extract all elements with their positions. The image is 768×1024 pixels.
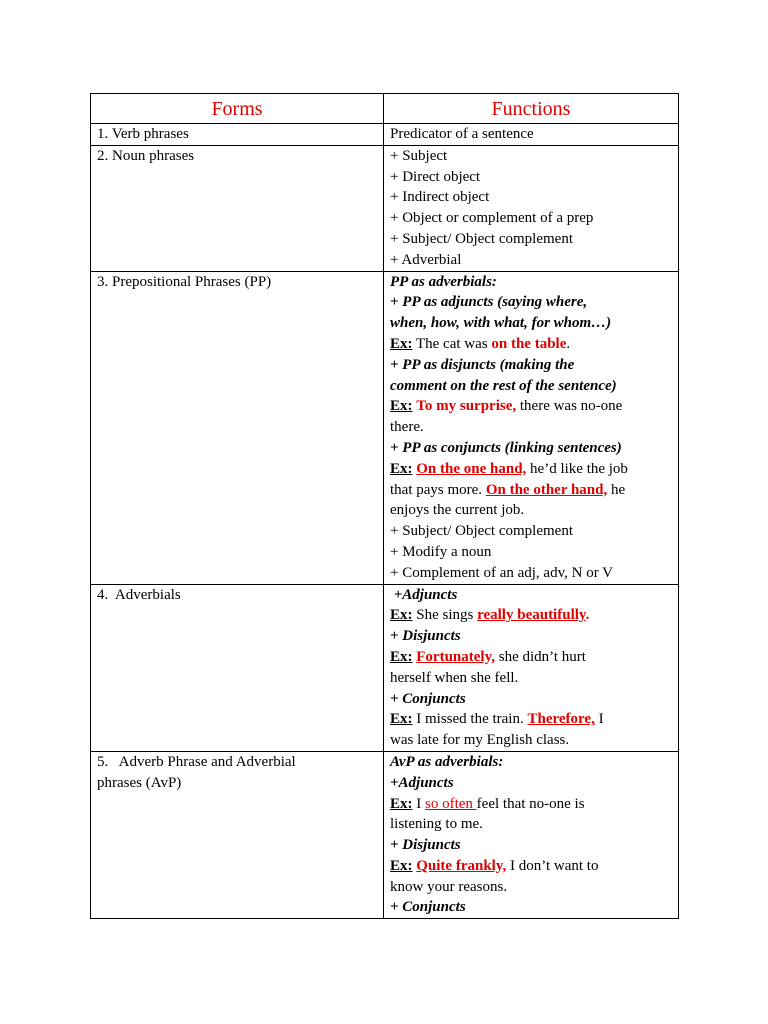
- example-text: .: [566, 335, 571, 352]
- example-text: I don’t want to: [506, 857, 599, 874]
- function-line: + Modify a noun: [390, 543, 492, 560]
- example-line: [390, 480, 672, 501]
- example-text: .: [585, 607, 590, 624]
- function-line: Predicator of a sentence: [390, 126, 534, 142]
- function-cell: [384, 751, 679, 918]
- example-text: I: [412, 795, 425, 812]
- function-line: + Complement of an adj, adv, N or V: [390, 564, 614, 581]
- function-line: + Subject/ Object complement: [390, 523, 573, 540]
- function-cell: [384, 271, 679, 584]
- example-highlight: To my surprise,: [416, 398, 517, 415]
- function-line: listening to me.: [390, 816, 483, 833]
- function-heading: + Disjuncts: [390, 628, 461, 645]
- example-line: [390, 647, 672, 668]
- form-label: 1. Verb phrases: [97, 126, 189, 142]
- example-label: Ex:: [390, 795, 413, 812]
- form-label: 4. Adverbials: [97, 586, 181, 603]
- function-heading: + Conjuncts: [390, 899, 466, 916]
- function-line: + Direct object: [390, 168, 481, 185]
- function-line: + Indirect object: [390, 189, 490, 206]
- function-line: + PP as conjuncts (linking sentences): [390, 439, 622, 456]
- function-line: + PP as disjuncts (making the: [390, 356, 575, 373]
- example-label: Ex:: [390, 398, 413, 415]
- functions-header: Functions: [384, 94, 679, 124]
- table-row: [91, 271, 679, 584]
- example-text: that pays more.: [390, 481, 486, 498]
- function-line: enjoys the current job.: [390, 502, 525, 519]
- table-row: [91, 124, 679, 146]
- form-cell: [91, 584, 384, 751]
- example-line: [390, 856, 672, 877]
- example-label: Ex:: [390, 711, 413, 728]
- function-cell: [384, 584, 679, 751]
- form-cell: [91, 124, 384, 146]
- example-highlight: on the table: [491, 335, 567, 352]
- forms-header: Forms: [91, 94, 384, 124]
- form-label: 5. Adverb Phrase and Adverbial: [97, 753, 296, 770]
- example-text: he’d like the job: [526, 460, 628, 477]
- function-heading: +Adjuncts: [390, 774, 454, 791]
- example-highlight: Quite frankly,: [416, 857, 507, 874]
- example-label: Ex:: [390, 857, 413, 874]
- function-line: + Object or complement of a prep: [390, 210, 594, 227]
- function-line: when, how, with what, for whom…): [390, 315, 612, 332]
- function-heading: + Disjuncts: [390, 837, 461, 854]
- form-cell: [91, 145, 384, 271]
- form-label: 2. Noun phrases: [97, 147, 195, 164]
- function-line: + Subject: [390, 147, 448, 164]
- example-highlight: really beautifully: [477, 607, 586, 624]
- form-label: phrases (AvP): [97, 774, 182, 791]
- example-line: [390, 794, 672, 815]
- function-cell: [384, 145, 679, 271]
- example-label: Ex:: [390, 648, 413, 665]
- function-line: + Subject/ Object complement: [390, 230, 573, 247]
- function-heading: AvP as adverbials:: [390, 753, 504, 770]
- function-cell: [384, 124, 679, 146]
- table-row: [91, 751, 679, 918]
- form-cell: [91, 751, 384, 918]
- function-line: know your reasons.: [390, 878, 508, 895]
- example-text: he: [607, 481, 626, 498]
- form-label: 3. Prepositional Phrases (PP): [97, 273, 272, 290]
- example-text: she didn’t hurt: [495, 648, 586, 665]
- example-text: She sings: [412, 607, 478, 624]
- function-line: + Adverbial: [390, 251, 462, 268]
- function-heading: + Conjuncts: [390, 690, 466, 707]
- table-row: [91, 145, 679, 271]
- function-line: comment on the rest of the sentence): [390, 377, 617, 394]
- function-heading: PP as adverbials:: [390, 273, 497, 290]
- example-line: [390, 605, 672, 626]
- example-highlight: Fortunately,: [416, 648, 495, 665]
- example-text: I: [594, 711, 604, 728]
- function-line: herself when she fell.: [390, 669, 519, 686]
- table-header-row: [91, 94, 679, 124]
- example-label: Ex:: [390, 335, 413, 352]
- example-text: I missed the train.: [412, 711, 528, 728]
- table-row: [91, 584, 679, 751]
- form-cell: [91, 271, 384, 584]
- example-text: there was no-one: [516, 398, 623, 415]
- example-label: Ex:: [390, 460, 413, 477]
- example-text: feel that no-one is: [476, 795, 585, 812]
- example-label: Ex:: [390, 607, 413, 624]
- function-line: + PP as adjuncts (saying where,: [390, 294, 588, 311]
- function-line: was late for my English class.: [390, 732, 570, 749]
- example-text: The cat was: [412, 335, 492, 352]
- example-line: [390, 709, 672, 730]
- function-line: there.: [390, 419, 424, 436]
- example-highlight: On the other hand,: [485, 481, 608, 498]
- example-highlight: Therefore,: [527, 711, 595, 728]
- example-line: [390, 459, 672, 480]
- example-highlight: On the one hand,: [416, 460, 527, 477]
- example-line: [390, 396, 672, 417]
- example-highlight: so often: [425, 795, 477, 812]
- function-heading: +Adjuncts: [390, 586, 458, 603]
- forms-functions-table: [90, 93, 679, 919]
- example-line: [390, 334, 672, 355]
